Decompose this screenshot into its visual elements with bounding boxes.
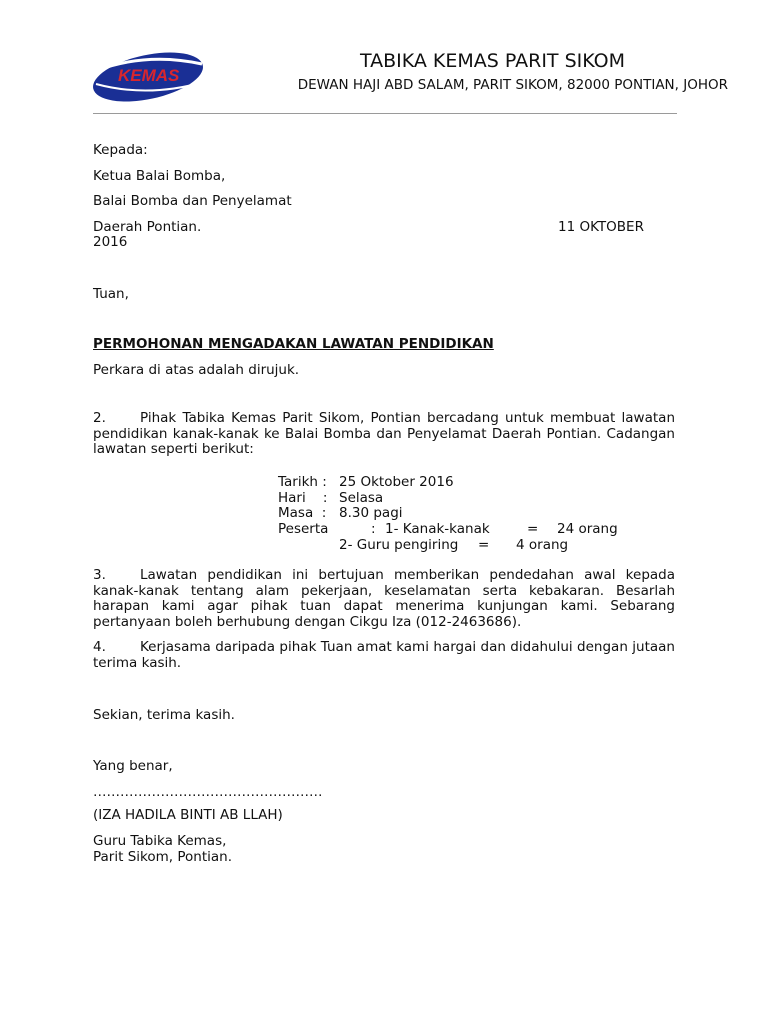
reference-line: Perkara di atas adalah dirujuk. [93, 362, 300, 378]
masa-label: Masa : [278, 505, 327, 521]
tarikh-label: Tarikh : [278, 474, 327, 490]
signature-line: …………………………………………… [93, 784, 323, 800]
header-divider [93, 113, 677, 114]
peserta-colon: : [371, 521, 376, 537]
closing-thanks: Sekian, terima kasih. [93, 707, 235, 723]
recipient-line-1: Ketua Balai Bomba, [93, 168, 226, 184]
paragraph-3-number: 3. [93, 567, 106, 583]
paragraph-2 [93, 411, 675, 458]
paragraph-4-text: Kerjasama daripada pihak Tuan amat kami hargai dan didahului dengan jutaan terima kasih. [93, 639, 675, 671]
hari-label: Hari : [278, 490, 328, 506]
organization-address: DEWAN HAJI ABD SALAM, PARIT SIKOM, 82000 PONTIAN, JOHOR [297, 77, 728, 93]
paragraph-3-text: Lawatan pendidikan ini bertujuan memberikan pendedahan awal kepada kanak-kanak tentang alam pekerjaan, keselamatan serta kebakaran. Besarlah harapan kami agar pihak tuan dapat menerima kunjungan kami. Sebarang pertanyaan boleh berhubung dengan Cikgu Iza (012-2463686). [93, 567, 675, 630]
peserta-item-1-count: 24 orang [557, 521, 618, 537]
signatory-title-1: Guru Tabika Kemas, [93, 833, 227, 849]
peserta-item-1: 1- Kanak-kanak [385, 521, 490, 537]
peserta-item-2-count: 4 orang [516, 537, 569, 553]
closing-yang-benar: Yang benar, [93, 758, 173, 774]
peserta-label: Peserta [278, 521, 329, 537]
hari-value: Selasa [339, 490, 384, 506]
organization-name: TABIKA KEMAS PARIT SIKOM [360, 50, 626, 72]
tarikh-value: 25 Oktober 2016 [339, 474, 454, 490]
logo-text: KEMAS [118, 66, 180, 85]
paragraph-3 [93, 568, 675, 630]
recipient-line-3: Daerah Pontian. [93, 219, 202, 235]
signatory-title-2: Parit Sikom, Pontian. [93, 849, 232, 865]
masa-value: 8.30 pagi [339, 505, 403, 521]
letter-date-part-1: 11 OKTOBER [558, 219, 644, 235]
recipient-line-2: Balai Bomba dan Penyelamat [93, 193, 292, 209]
recipient-label: Kepada: [93, 142, 148, 158]
peserta-item-2: 2- Guru pengiring [339, 537, 459, 553]
kemas-logo [92, 50, 208, 104]
signatory-name: (IZA HADILA BINTI AB LLAH) [93, 807, 283, 823]
letter-date-part-2: 2016 [93, 234, 128, 250]
letter-subject: PERMOHONAN MENGADAKAN LAWATAN PENDIDIKAN [93, 336, 494, 352]
paragraph-2-number: 2. [93, 410, 106, 426]
paragraph-4 [93, 640, 675, 671]
paragraph-4-number: 4. [93, 639, 106, 655]
salutation: Tuan, [93, 286, 129, 302]
paragraph-2-text: Pihak Tabika Kemas Parit Sikom, Pontian bercadang untuk membuat lawatan pendidikan kanak-kanak ke Balai Bomba dan Penyelamat Daerah Pontian. Cadangan lawatan seperti berikut: [93, 410, 675, 457]
peserta-item-2-equals: = [478, 537, 490, 553]
peserta-item-1-equals: = [527, 521, 539, 537]
